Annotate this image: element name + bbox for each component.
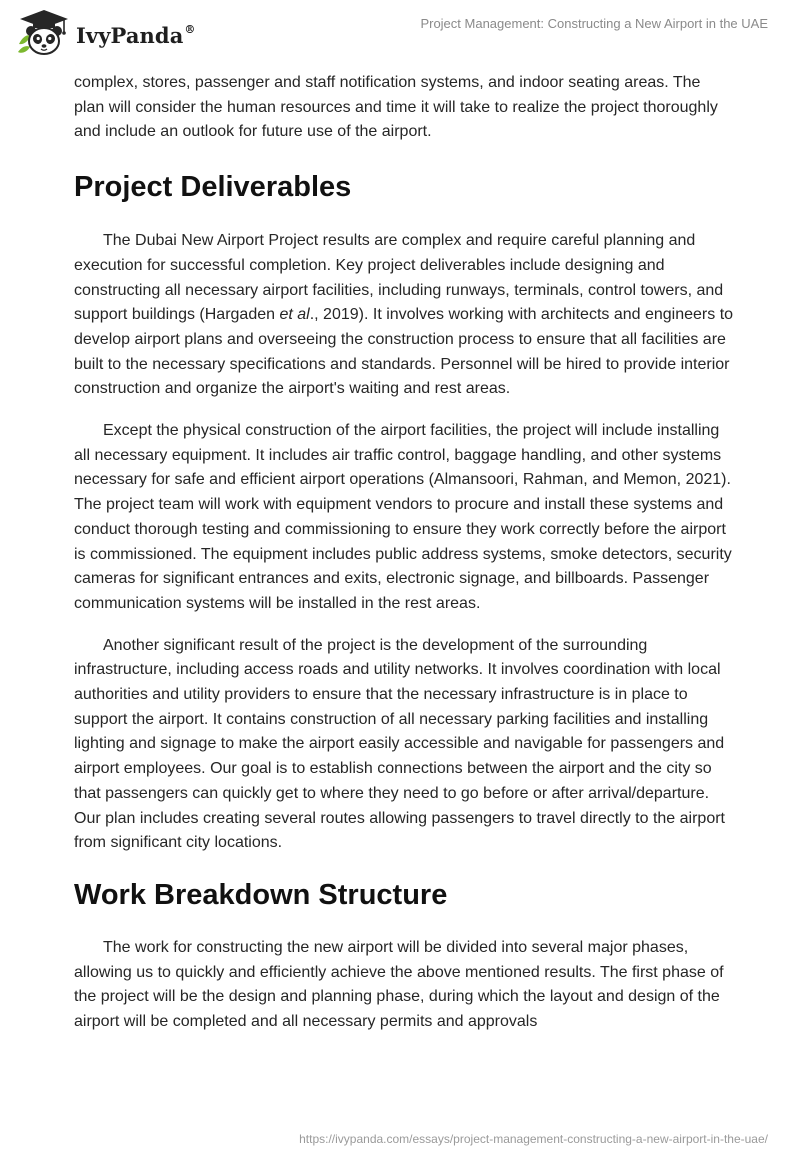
logo-wordmark: IvyPanda®	[76, 22, 196, 48]
paragraph: Another significant result of the project is the development of the surrounding infrastructure, including access roads and utility networks. It involves coordination with local authorities and utility providers to ensure that the necessary infrastructure is in place to support the airport. It contains construction of all necessary parking facilities and installing lighting and signage to make the airport easily accessible and navigable for passengers and airport employees. Our goal is to establish connections between the airport and the city so that passengers can quickly get to where they need to go before or after arrival/departure. Our plan includes creating several routes allowing passengers to travel directly to the airport from significant city locations.	[74, 636, 725, 852]
paragraph: Except the physical construction of the airport facilities, the project will include installing all necessary equipment. It includes air traffic control, baggage handling, and other systems necessary for safe and efficient airport operations (Almansoori, Rahman, and Memon, 2021). The project team will work with equipment vendors to procure and install these systems and conduct thorough testing and commissioning to ensure they work correctly before the airport is commissioned. The equipment includes public address systems, smoke detectors, security cameras for significant entrances and exits, electronic signage, and billboards. Passenger communication systems will be installed in the rest areas.	[74, 422, 732, 612]
source-url[interactable]: https://ivypanda.com/essays/project-management-constructing-a-new-airport-in-the-uae/	[299, 1132, 768, 1146]
paragraph: The Dubai New Airport Project results are complex and require careful planning and execution for successful completion. Key project deliverables include designing and constructing all necessary airport facilities, including runways, terminals, control towers, and support buildings (Hargaden et al., 2019). It involves working with architects and engineers to develop airport plans and overseeing the construction process to ensure that all facilities are built to the necessary specifications and standards. Personnel will be hired to provide interior construction and organize the airport's waiting and rest areas.	[74, 232, 734, 398]
essay-body	[74, 71, 734, 1035]
section-heading-project-deliverables: Project Deliverables	[74, 171, 352, 204]
page-header	[0, 0, 800, 70]
citation-italic: et al	[279, 306, 310, 324]
paragraph: The work for constructing the new airport will be divided into several major phases, allowing us to quickly and efficiently achieve the above mentioned results. The first phase of the project will be the design and planning phase, during which the layout and design of the airport will be completed and all necessary permits and approvals	[74, 938, 724, 1031]
section-heading-work-breakdown-structure: Work Breakdown Structure	[74, 878, 448, 911]
document-title: Project Management: Constructing a New Airport in the UAE	[420, 16, 768, 31]
panda-mascot-icon	[16, 8, 72, 58]
ivypanda-logo[interactable]	[16, 8, 196, 58]
lead-paragraph: complex, stores, passenger and staff notification systems, and indoor seating areas. The plan will consider the human resources and time it will take to realize the project thoroughly and include an outlook for future use of the airport.	[74, 74, 718, 141]
